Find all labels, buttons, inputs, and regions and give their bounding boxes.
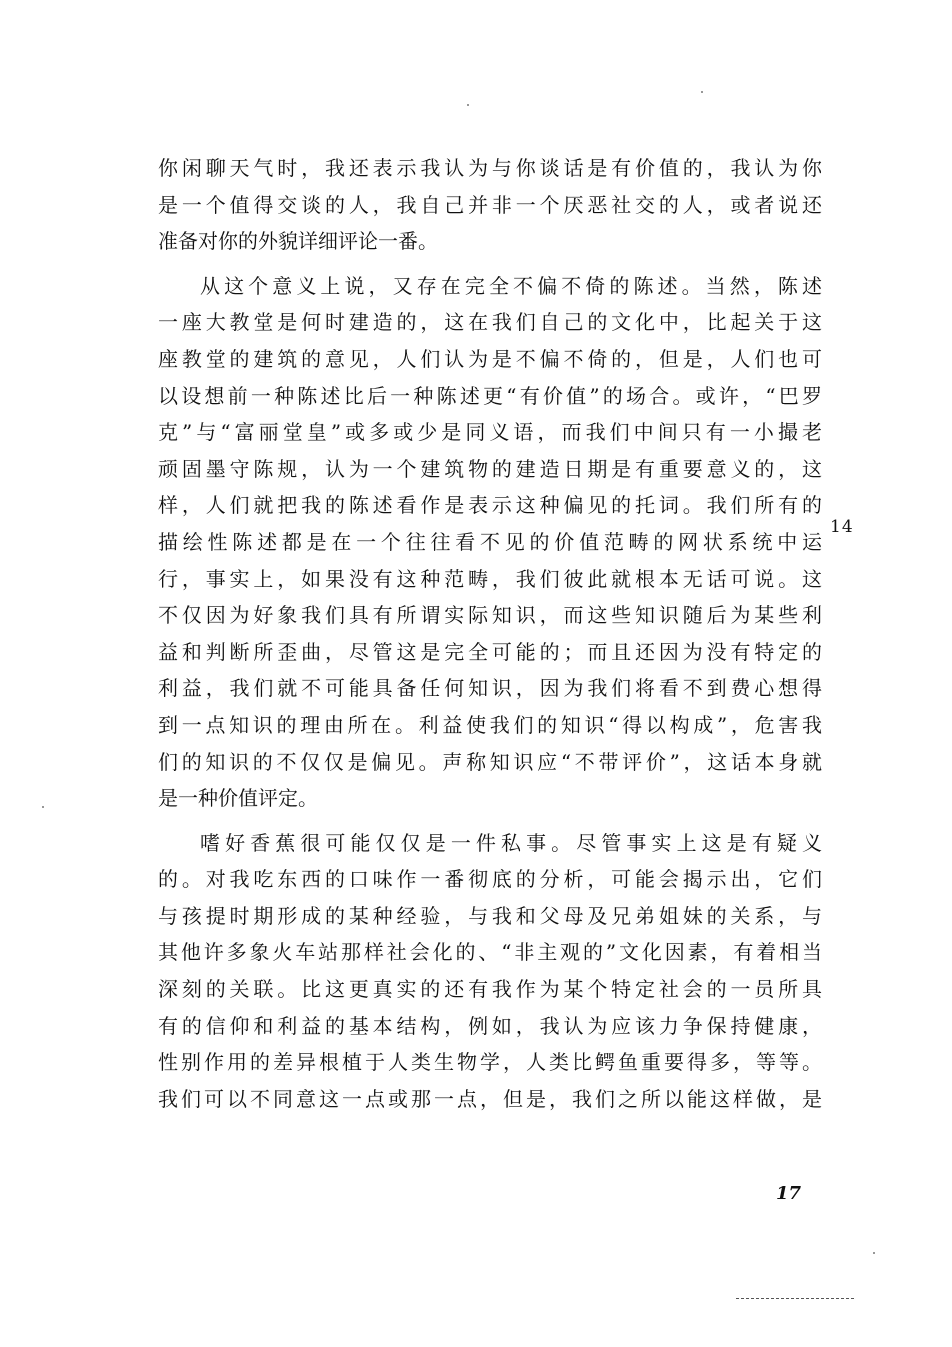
text-line: 是一个值得交谈的人，我自己并非一个厌恶社交的人，或者说还 <box>158 192 822 217</box>
page-number: 17 <box>776 1183 802 1204</box>
text-line: 们的知识的不仅仅是偏见。声称知识应“不带评价”，这话本身就 <box>158 749 822 774</box>
text-line: 你闲聊天气时，我还表示我认为与你谈话是有价值的，我认为你 <box>158 156 822 180</box>
scan-speck <box>701 91 703 93</box>
text-line: 顽固墨守陈规，认为一个建筑物的建造日期是有重要意义的，这 <box>158 456 822 481</box>
text-line: 准备对你的外貌详细评论一番。 <box>158 229 438 254</box>
text-line: 益和判断所歪曲，尽管这是完全可能的；而且还因为没有特定的 <box>158 639 822 664</box>
text-line: 以设想前一种陈述比后一种陈述更“有价值”的场合。或许，“巴罗 <box>158 383 822 408</box>
text-line: 一座大教堂是何时建造的，这在我们自己的文化中，比起关于这 <box>158 310 822 335</box>
scan-speck <box>467 104 469 106</box>
text-line: 与孩提时期形成的某种经验，与我和父母及兄弟姐妹的关系，与 <box>158 903 822 928</box>
footer-rule <box>736 1298 854 1299</box>
text-line: 我们可以不同意这一点或那一点，但是，我们之所以能这样做，是 <box>158 1086 822 1111</box>
text-line: 其他许多象火车站那样社会化的、“非主观的”文化因素，有着相当 <box>158 940 822 965</box>
text-line: 不仅因为好象我们具有所谓实际知识，而这些知识随后为某些利 <box>158 603 822 628</box>
text-line: 利益，我们就不可能具备任何知识，因为我们将看不到费心想得 <box>158 676 822 701</box>
margin-page-reference: 14 <box>830 517 854 537</box>
text-line: 从这个意义上说，又存在完全不偏不倚的陈述。当然，陈述 <box>200 273 822 298</box>
text-line: 描绘性陈述都是在一个往往看不见的价值范畴的网状系统中运 <box>158 529 822 554</box>
body-text <box>158 150 822 1117</box>
text-line: 有的信仰和利益的基本结构，例如，我认为应该力争保持健康， <box>158 1013 822 1038</box>
text-line: 克”与“富丽堂皇”或多或少是同义语，而我们中间只有一小撮老 <box>158 420 822 445</box>
text-line: 性别作用的差异根植于人类生物学，人类比鳄鱼重要得多，等等。 <box>158 1050 822 1075</box>
text-line: 样，人们就把我的陈述看作是表示这种偏见的托词。我们所有的 <box>158 493 822 518</box>
text-line: 行，事实上，如果没有这种范畴，我们彼此就根本无话可说。这 <box>158 566 822 591</box>
text-line: 嗜好香蕉很可能仅仅是一件私事。尽管事实上这是有疑义 <box>200 830 822 855</box>
text-line: 到一点知识的理由所在。利益使我们的知识“得以构成”，危害我 <box>158 712 822 737</box>
text-line: 座教堂的建筑的意见，人们认为是不偏不倚的，但是，人们也可 <box>158 346 822 371</box>
scan-speck <box>873 1252 875 1254</box>
text-line: 深刻的关联。比这更真实的还有我作为某个特定社会的一员所具 <box>158 977 822 1002</box>
text-line: 的。对我吃东西的口味作一番彻底的分析，可能会揭示出，它们 <box>158 867 822 892</box>
text-line: 是一种价值评定。 <box>158 786 318 811</box>
scan-speck <box>42 806 44 808</box>
